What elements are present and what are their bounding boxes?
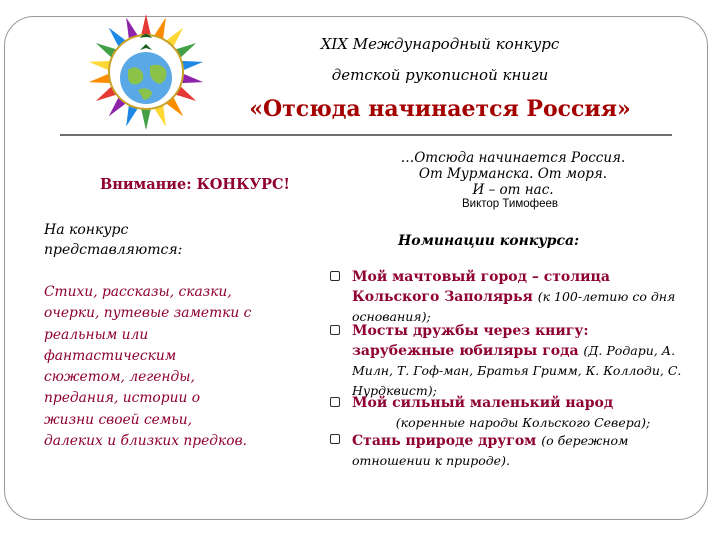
nomination-note: (к 100-летию со дня основания);: [352, 289, 676, 324]
genre-line: Стихи, рассказы, сказки,: [44, 284, 232, 300]
nomination-title-cont: Кольского Заполярья: [352, 289, 533, 305]
nomination-note: (о бережном отношении к природе).: [352, 433, 629, 468]
genre-line: реальным или: [44, 326, 149, 343]
genre-line: жизни своей семьи,: [44, 411, 193, 428]
nomination-title: Мой сильный маленький народ: [352, 395, 614, 411]
contest-title: «Отсюда начинается Россия»: [249, 96, 631, 122]
sun-globe-logo-icon: [86, 12, 206, 132]
checkbox-bullet-icon: [330, 271, 340, 281]
genre-line: очерки, путевые заметки с: [44, 305, 252, 322]
submission-intro: [44, 220, 264, 260]
checkbox-bullet-icon: [330, 397, 340, 407]
nomination-note: (Д. Родари, А. Милн, Т. Гоф-ман, Братья Гримм, К. Коллоди, С. Нурдквист);: [352, 343, 682, 398]
nomination-note: (коренные народы Кольского Севера);: [395, 415, 651, 430]
genre-line: предания, истории о: [44, 390, 201, 407]
attention-heading: Внимание: КОНКУРС!: [100, 176, 290, 193]
nomination-item: [330, 268, 702, 327]
genre-line: фантастическим: [44, 347, 177, 364]
contest-subtitle-line-1: XIX Международный конкурс: [320, 35, 560, 53]
nomination-title: Мой мачтовый город – столица: [352, 269, 610, 285]
contest-subtitle-line-2: детской рукописной книги: [331, 66, 549, 84]
nomination-item: [330, 431, 702, 471]
submission-intro-line: представляются:: [44, 242, 183, 258]
submission-intro-line: На конкурс: [44, 222, 129, 238]
genre-line: сюжетом, легенды,: [44, 369, 195, 386]
genres-list: [44, 282, 284, 452]
nominations-heading: Номинации конкурса:: [398, 233, 580, 249]
nomination-title: Стань природе другом: [352, 433, 537, 449]
nomination-title-cont: зарубежные юбиляры года: [352, 343, 579, 359]
nomination-item: [330, 322, 702, 401]
header-divider: [60, 134, 672, 136]
nomination-item: [330, 394, 702, 432]
epigraph-line: …Отсюда начинается Россия.: [400, 150, 626, 166]
epigraph-line: От Мурманска. От моря.: [418, 166, 608, 182]
epigraph-line: И – от нас.: [472, 182, 554, 198]
nomination-title: Мосты дружбы через книгу:: [352, 323, 589, 339]
checkbox-bullet-icon: [330, 434, 340, 444]
genre-line: далеких и близких предков.: [44, 433, 247, 450]
epigraph: [350, 150, 676, 198]
epigraph-author: Виктор Тимофеев: [462, 198, 558, 210]
checkbox-bullet-icon: [330, 325, 340, 335]
